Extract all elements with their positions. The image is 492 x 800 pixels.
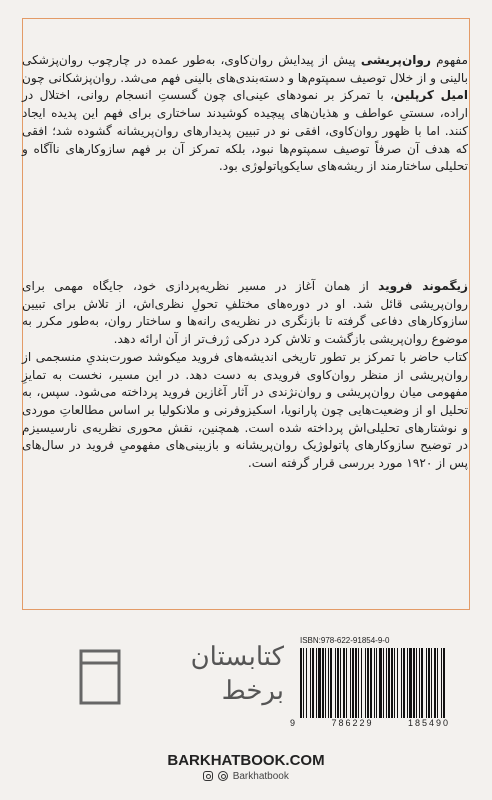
publisher-name-line1: کتابستان: [190, 642, 284, 672]
description-paragraph-1: [22, 52, 468, 176]
book-box-icon: [78, 648, 122, 706]
telegram-icon: [218, 771, 228, 781]
barcode-digits-group2: 185490: [407, 718, 450, 728]
instagram-icon: [203, 771, 213, 781]
isbn-text: ISBN:978-622-91854-9-0: [300, 636, 390, 645]
social-handle: [0, 771, 492, 782]
para2-text-2: کتاب حاضر با تمرکز بر تطور تاریخی اندیشه‌های فروید میکوشد صورت‌بندیِ منسجمی از روان‌پریشی از منظر روان‌کاوی فرویدی به دست دهد. در این مسیر، نخست به تمایزِ مفهومی میان روان‌پریشی و روان‌نژندی در آثار آغازین فروید پرداخته می‌شود. سپس، به تحلیل او از وضعیت‌هایی چون پارانویا، اسکیزوفرنی و ملانکولیا بر اساس مطالعاتِ موردی و نوشتارهای تحلیلی‌اش پرداخته شده است. همچنین، نقش محوری نظریه‌ی نارسیسیزم در توضیح سازوکارهای پاتولوژیک روان‌پریشانه و بازبینی‌های مفهومیِ فروید در سال‌های پس از ۱۹۲۰ مورد بررسی قرار گرفته است.: [22, 349, 468, 471]
barcode-digits: [290, 718, 450, 728]
para1-bold-psychosis: روان‌پریشی: [360, 53, 431, 67]
para2-text-1: از همان آغاز در مسیر نظریه‌پردازی خود، جایگاه مهمی برای روان‌پریشی قائل شد. او در دوره‌های مختلفِ تحولِ نظری‌اش، از تلاش برای تبیین سازوکارهای دفاعی گرفته تا بازنگری در نظریه‌ی رانه‌ها و ساختار روان، به‌طور مکرر به موضوع روان‌پریشی بازگشت و تلاش کرد درکی ژرف‌تر از آن ارائه دهد.: [22, 279, 468, 347]
barcode-digits-group1: 786229: [331, 718, 374, 728]
para1-text-2: پیش از پیدایش روان‌کاوی، به‌طور عمده در چارچوب روان‌پزشکی بالینی و از خلال توصیف سمپتوم‌ها و دسته‌بندی‌های بالینی فهم می‌شد. روان‌پزشکانی چون: [22, 53, 468, 85]
barcode-digit-first: 9: [290, 718, 298, 728]
publisher-logo: [78, 636, 284, 726]
social-handle-text: Barkhatbook: [232, 771, 289, 782]
para1-text-3: ، با تمرکز بر نمودهای عینی‌ای چون گسستِ انسجام روانی، اختلال در اراده، سستیِ عواطف و هذیان‌های پیچیده کوشیدند ساختاری برای فهم این پدیده ایجاد کنند. اما با ظهور روان‌کاوی، افقی نو در تبیین پدیدارهای روان‌پریشانه گشوده شد؛ افقی که هدف آن صرفاً توصیف سمپتوم‌ها نبود، بلکه تمرکز آن بر فهم سازوکارهای ناآگاه و تحلیلی ساختارمند از ریشه‌های سایکوپاتولوژی بود.: [22, 88, 468, 174]
para1-bold-kraepelin: امیل کرپلین: [394, 88, 468, 103]
barcode: [298, 648, 446, 718]
para1-text-1: مفهوم: [430, 53, 468, 67]
description-paragraph-2: [22, 278, 468, 473]
publisher-website: BARKHATBOOK.COM: [167, 752, 325, 769]
publisher-name-line2: برخط: [221, 676, 284, 706]
para2-bold-freud: زیگموند فروید: [378, 279, 468, 293]
